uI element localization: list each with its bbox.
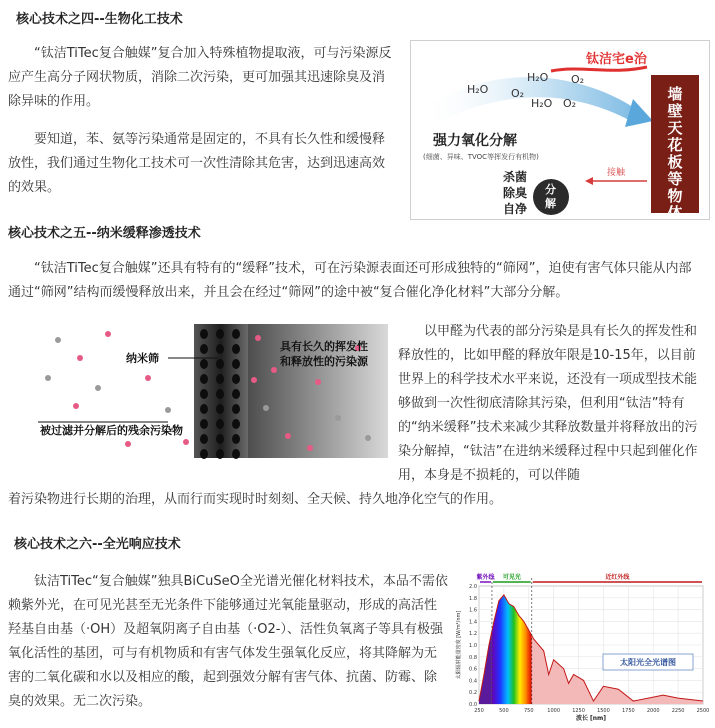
x-tick-label: 2500 bbox=[696, 708, 709, 714]
x-tick-label: 1500 bbox=[597, 708, 610, 714]
y-tick-label: 1.4 bbox=[469, 619, 477, 626]
source-label: 具有长久的挥发性 bbox=[280, 340, 368, 353]
section5-para2a: 以甲醛为代表的部分污染是具有长久的挥发性和释放性的，比如甲醛的释放年限是10-15年，以目前世界上的科学技术水平来说，还没有一项成型技术能够做到一次性彻底清除其污染，但利用“钛洁”特有的“纳米缓释”技术来减少其释放数量并将释放出的污染分解掉，“钛洁”在进纳米缓释过程中只起到催化作用，本身是不损耗的，可以伴随 bbox=[398, 324, 698, 483]
oxidation-diagram-svg bbox=[411, 41, 709, 219]
side-panel-char: 体 bbox=[667, 204, 683, 219]
molecule-dot bbox=[77, 355, 83, 361]
x-tick-label: 1000 bbox=[547, 708, 561, 714]
region-label: 可见光 bbox=[502, 574, 521, 581]
mesh-hole bbox=[216, 449, 224, 459]
y-tick-label: 0.8 bbox=[469, 654, 477, 661]
mesh-holes bbox=[200, 329, 240, 459]
y-tick-label: 1.6 bbox=[469, 607, 477, 614]
mesh-hole bbox=[200, 449, 208, 459]
mesh-hole bbox=[232, 389, 240, 399]
contact-arrowhead bbox=[585, 177, 593, 185]
side-panel-char: 物 bbox=[667, 187, 683, 205]
side-panel-char: 壁 bbox=[667, 102, 683, 120]
chart-title: 太阳光全光谱图 bbox=[620, 658, 676, 667]
x-tick-label: 750 bbox=[524, 708, 534, 714]
effects-label bbox=[503, 169, 528, 216]
mesh-hole bbox=[216, 359, 224, 369]
mesh-hole bbox=[216, 344, 224, 354]
mesh-hole bbox=[216, 419, 224, 429]
x-tick-label: 1750 bbox=[621, 708, 635, 714]
contact-label: 接触 bbox=[607, 168, 626, 178]
molecule-dot bbox=[271, 367, 277, 373]
spectrum-chart bbox=[453, 570, 709, 722]
nano-mesh-diagram bbox=[18, 318, 390, 461]
mesh-hole bbox=[232, 404, 240, 414]
brand-label: 钛洁宅e治 bbox=[586, 52, 647, 67]
molecule-dot bbox=[55, 337, 61, 343]
molecule-dot bbox=[285, 433, 291, 439]
molecule-dot bbox=[335, 415, 341, 421]
region-label: 紫外线 bbox=[476, 574, 495, 581]
sub-label: (细菌、异味、TVOC等挥发行有机物) bbox=[423, 153, 539, 161]
molecule-dot bbox=[307, 445, 313, 451]
section6-para: 钛洁TiTec“复合触媒”独具BiCuSeO全光谱光催化材料技术，本品不需依赖紫外光，在可见光甚至无光条件下能够通过光氧能量驱动，形成的高活性羟基自由基（·OH）及超氧阴离子自由基（·O2-）、活性负氧离子等具有极强氧化活性的基团，可与有机物质和有害气体发生强氧化反应，将其降解为无害的二氧化碳和水以及相应的酸，起到强效分解有害气体、抗菌、防霉、除臭的效果。无二次污染。 bbox=[8, 574, 448, 709]
section4-para2: 要知道，苯、氨等污染通常是固定的，不具有长久性和缓慢释放性，我们通过生物化工技术可一次性清除其危害，达到迅速高效的效果。 bbox=[8, 132, 386, 195]
x-tick-label: 250 bbox=[474, 708, 484, 714]
section6-heading: 核心技术之六--全光响应技术 bbox=[14, 537, 181, 552]
y-tick-label: 1.2 bbox=[469, 631, 477, 638]
mesh-hole bbox=[232, 434, 240, 444]
section4-heading: 核心技术之四--生物化工技术 bbox=[16, 12, 183, 27]
side-panel-char: 等 bbox=[667, 170, 683, 188]
mesh-hole bbox=[200, 434, 208, 444]
side-panel-char: 板 bbox=[667, 153, 683, 171]
mesh-hole bbox=[200, 344, 208, 354]
mesh-hole bbox=[232, 329, 240, 339]
section5-para2b: 着污染物进行长期的治理，从而行而实现时时刻刻、全天候、持久地净化空气的作用。 bbox=[8, 492, 503, 507]
effect-label: 杀菌 bbox=[503, 170, 528, 184]
airflow-swoosh bbox=[421, 77, 639, 129]
side-panel-label bbox=[666, 85, 682, 219]
nano-mesh-svg bbox=[18, 318, 390, 461]
source-label: 和释放性的污染源 bbox=[280, 355, 368, 368]
mesh-hole bbox=[216, 374, 224, 384]
molecule-dot bbox=[183, 439, 189, 445]
section5-para1: “钛洁TiTec复合触媒”还具有特有的“缓释”技术，可在污染源表面还可形成独特的“筛网”，迫使有害气体只能从内部通过“筛网”结构而缓慢释放出来，并且会在经过“筛网”的途中被“复合催化净化材料”大部分分解。 bbox=[8, 261, 692, 300]
y-tick-label: 1.0 bbox=[469, 643, 477, 649]
mesh-hole bbox=[216, 404, 224, 414]
molecule-label: O₂ bbox=[563, 97, 577, 110]
mesh-hole bbox=[232, 449, 240, 459]
molecule-dot bbox=[263, 405, 269, 411]
effect-label: 自净 bbox=[503, 202, 528, 216]
molecule-dot bbox=[125, 441, 131, 447]
y-axis-label: 太阳辐射能量密度 [W/m²/nm] bbox=[456, 610, 462, 680]
y-tick-label: 0.4 bbox=[469, 678, 477, 685]
x-tick-label: 500 bbox=[499, 708, 509, 714]
mesh-hole bbox=[200, 419, 208, 429]
molecule-label: O₂ bbox=[571, 73, 585, 86]
mesh-hole bbox=[216, 329, 224, 339]
decompose-label: 解 bbox=[545, 197, 556, 210]
x-tick-label: 2000 bbox=[646, 708, 660, 714]
y-tick-label: 0.6 bbox=[469, 666, 477, 673]
airflow-arrowhead bbox=[625, 99, 653, 127]
mesh-hole bbox=[200, 389, 208, 399]
molecule-dot bbox=[145, 375, 151, 381]
decompose-label: 分 bbox=[545, 183, 556, 196]
side-panel-char: 墙 bbox=[667, 85, 683, 103]
mesh-hole bbox=[232, 359, 240, 369]
effect-label: 除臭 bbox=[503, 186, 528, 200]
side-panel-char: 花 bbox=[667, 136, 683, 154]
molecule-dot bbox=[165, 407, 171, 413]
molecule-dot bbox=[365, 435, 371, 441]
residue-label: 被过滤并分解后的残余污染物 bbox=[40, 424, 183, 437]
molecule-dot bbox=[45, 375, 51, 381]
molecule-dot bbox=[95, 385, 101, 391]
spectrum-chart-svg bbox=[453, 570, 709, 722]
molecule-label: H₂O bbox=[467, 83, 489, 96]
mesh-hole bbox=[232, 344, 240, 354]
mesh-hole bbox=[200, 329, 208, 339]
region-label: 近红外线 bbox=[605, 574, 630, 581]
side-panel-char: 天 bbox=[667, 119, 683, 137]
molecule-dot bbox=[255, 335, 261, 341]
mesh-label: 纳米筛 bbox=[126, 352, 159, 365]
x-axis-label: 波长 [nm] bbox=[575, 715, 607, 722]
section5-heading: 核心技术之五--纳米缓释渗透技术 bbox=[8, 226, 201, 241]
molecule-dot bbox=[315, 379, 321, 385]
oxidation-diagram bbox=[410, 40, 710, 220]
mesh-hole bbox=[232, 374, 240, 384]
y-tick-label: 1.8 bbox=[469, 595, 477, 602]
mesh-hole bbox=[200, 374, 208, 384]
main-label: 强力氧化分解 bbox=[433, 133, 517, 149]
molecule-label: H₂O bbox=[531, 97, 553, 110]
y-tick-label: 0.2 bbox=[469, 690, 477, 697]
molecule-label: O₂ bbox=[511, 87, 525, 100]
molecule-label: H₂O bbox=[527, 71, 549, 84]
molecule-dot bbox=[73, 403, 79, 409]
mesh-hole bbox=[232, 419, 240, 429]
section4-para1: “钛洁TiTec复合触媒”复合加入特殊植物提取液，可与污染源反应产生高分子网状物质，消除二次污染，更可加强其迅速除臭及消除异味的作用。 bbox=[8, 46, 392, 109]
x-tick-label: 1250 bbox=[572, 708, 585, 714]
molecule-dot bbox=[105, 331, 111, 337]
mesh-hole bbox=[216, 434, 224, 444]
brand-swash bbox=[551, 67, 647, 71]
x-tick-label: 2250 bbox=[671, 708, 685, 714]
mesh-hole bbox=[200, 404, 208, 414]
y-tick-label: 0.0 bbox=[469, 702, 477, 708]
mesh-hole bbox=[200, 359, 208, 369]
y-tick-label: 2.0 bbox=[469, 584, 477, 590]
mesh-hole bbox=[216, 389, 224, 399]
molecule-dot bbox=[251, 377, 257, 383]
